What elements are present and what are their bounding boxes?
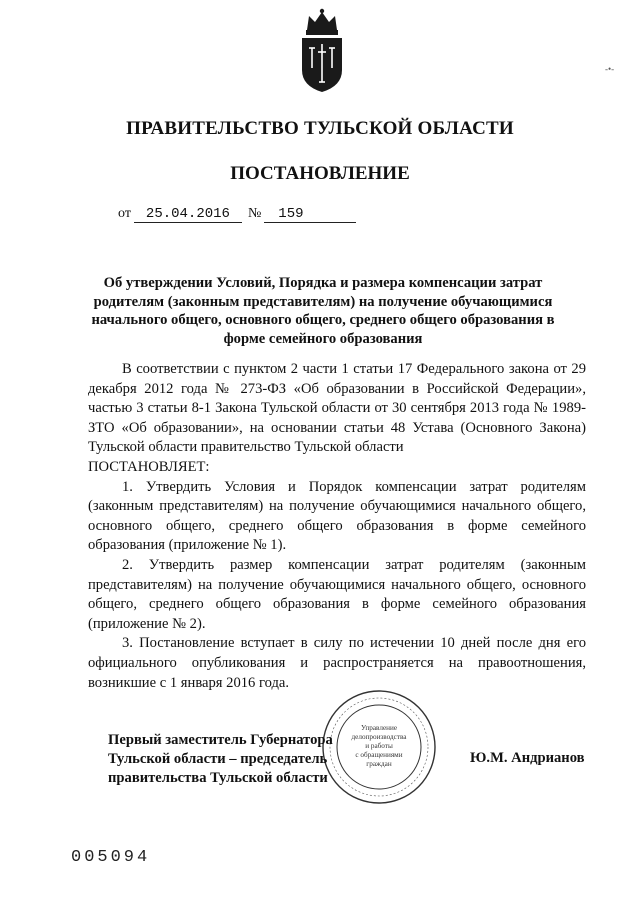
resolves-word: ПОСТАНОВЛЯЕТ: [88,458,210,475]
tula-coat-of-arms-icon [297,8,347,94]
date-label: от [118,206,131,221]
document-body [88,360,586,693]
stamp-line: делопроизводства [351,733,407,741]
stamp-line: и работы [365,742,393,750]
document-date: 25.04.2016 [134,206,242,223]
edge-mark: -•- [605,64,615,74]
item-paragraph: 1. Утвердить Условия и Порядок компенсации затрат родителям (законным представителям) на получение обучающимися начального общего, основного общего, среднего общего образования в форме семейного образования (приложение № 1). [88,478,586,554]
number-label: № [247,206,262,221]
signer-position-line: Тульской области – председатель [108,751,328,767]
item-paragraph: 3. Постановление вступает в силу по истечении 10 дней после дня его официального опубликования и распространяется на правоотношения, возникшие с 1 января 2016 года. [88,635,586,691]
date-number-line [118,206,356,223]
signer-position-line: Первый заместитель Губернатора [108,732,333,748]
signer-position-line: правительства Тульской области [108,770,328,786]
stamp-line: Управление [360,724,398,732]
official-stamp [320,688,438,806]
item-paragraph: 2. Утвердить размер компенсации затрат родителям (законным представителям) на получение обучающимися начального общего, основного общего, среднего общего образования в форме семейного образования (приложение № 2). [88,556,586,632]
document-heading: Об утверждении Условий, Порядка и размера компенсации затрат родителям (законным представителям) на получение обучающимися начального общего, основного общего, среднего общего образования в форме семейного образования [91,275,555,347]
stamp-line: с обращениями [355,751,403,759]
stamp-line: граждан [366,760,392,768]
document-number: 159 [264,206,356,223]
serial-number: 005094 [71,848,151,867]
organization-title: ПРАВИТЕЛЬСТВО ТУЛЬСКОЙ ОБЛАСТИ [126,118,514,139]
signer-name: Ю.М. Андрианов [470,750,585,766]
signer-position [108,731,333,788]
preamble-paragraph: В соответствии с пунктом 2 части 1 статьи 17 Федерального закона от 29 декабря 2012 года № 273-ФЗ «Об образовании в Российской Федерации», частью 3 статьи 8-1 Закона Тульской области от 30 сентября 2013 года № 1989-ЗТО «Об образовании», на основании статьи 48 Устава (Основного Закона) Тульской области правительство Тульской области [88,361,586,456]
document-type: ПОСТАНОВЛЕНИЕ [230,163,410,184]
